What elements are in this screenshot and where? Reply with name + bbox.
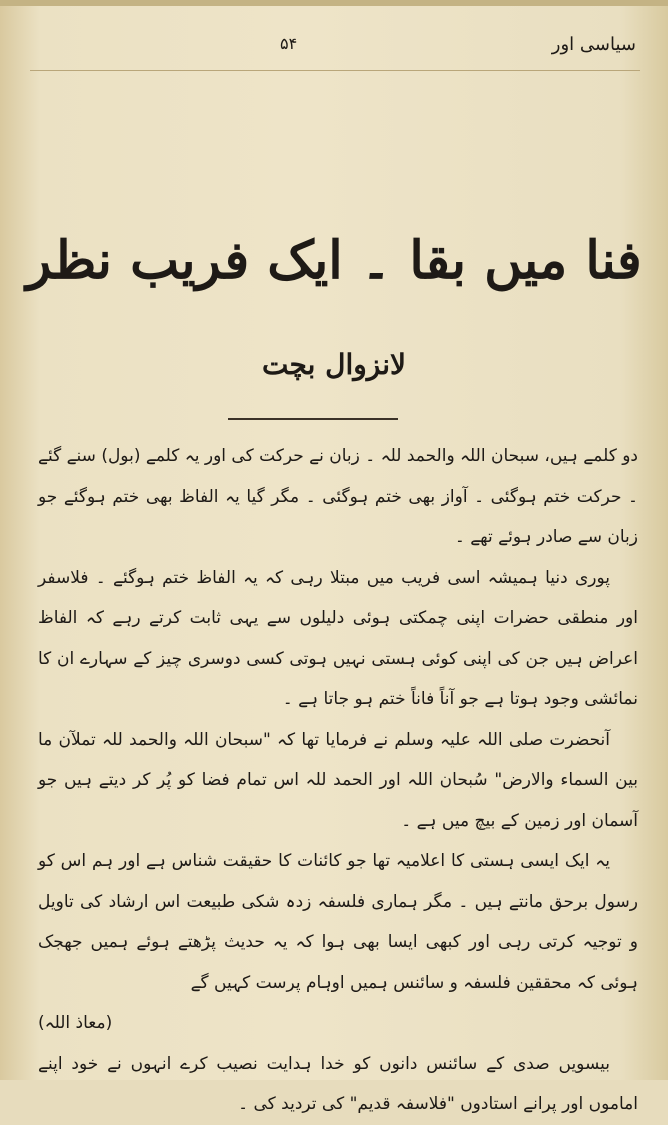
title-divider <box>228 418 398 420</box>
page-top-edge <box>0 0 668 6</box>
paragraph-3: آنحضرت صلی اللہ علیہ وسلم نے فرمایا تھا کہ "سبحان اللہ والحمد للہ تملآن ما بین السماء والارض" سُبحان اللہ اور الحمد للہ اس تمام فضا کو پُر کر دیتے ہیں جو آسمان اور زمین کے بیچ میں ہے ۔ <box>38 729 638 831</box>
paragraph-4: یہ ایک ایسی ہستی کا اعلامیہ تھا جو کائنات کا حقیقت شناس ہے اور ہم اس کو رسول برحق مانتے ہیں ۔ مگر ہماری فلسفہ زدہ شکی طبیعت اس ارشاد کی تاویل و توجیہ کرتی رہی اور کبھی ایسا بھی ہوا کہ یہ حدیث پڑھتے ہوئے ہمیں جھجک ہوئی کہ محققین فلسفہ و سائنس ہمیں اوہام پرست کہیں گے <box>38 851 638 993</box>
article-body <box>38 436 638 1125</box>
paragraph-1: دو کلمے ہیں، سبحان اللہ والحمد للہ ۔ زبان نے حرکت کی اور یہ کلمے (بول) سنے گئے ۔ حرکت ختم ہوگئی ۔ آواز بھی ختم ہوگئی ۔ مگر گیا یہ الفاظ بھی ختم ہوگئے جو زبان سے صادر ہوئے تھے ۔ <box>38 446 638 547</box>
header-divider <box>30 70 640 71</box>
article-title: فنا میں بقا ۔ ایک فریب نظر <box>26 230 642 291</box>
paragraph-2: پوری دنیا ہمیشہ اسی فریب میں مبتلا رہی کہ یہ الفاظ ختم ہوگئے ۔ فلاسفر اور منطقی حضرات اپنی چمکتی ہوئی دلیلوں سے یہی ثابت کرتے رہے کہ الفاظ اعراض ہیں جن کی اپنی کوئی ہستی نہیں ہوتی کسی دوسری چیز کے سہارے ان کا نمائشی وجود ہوتا ہے جو آناً فاناً ختم ہو جاتا ہے ۔ <box>38 567 638 709</box>
paragraph-closing-phrase: (معاذ اللہ) <box>38 1013 113 1033</box>
running-header-title: سیاسی اور <box>551 34 636 55</box>
article-author: لانزوال بچت <box>262 348 406 381</box>
paragraph-5: بیسویں صدی کے سائنس دانوں کو خدا ہدایت نصیب کرے انہوں نے خود اپنے اماموں اور پرانے استادوں "فلاسفہ قدیم" کی تردید کی ۔ <box>38 1053 638 1114</box>
page-number: ۵۴ <box>280 34 298 53</box>
